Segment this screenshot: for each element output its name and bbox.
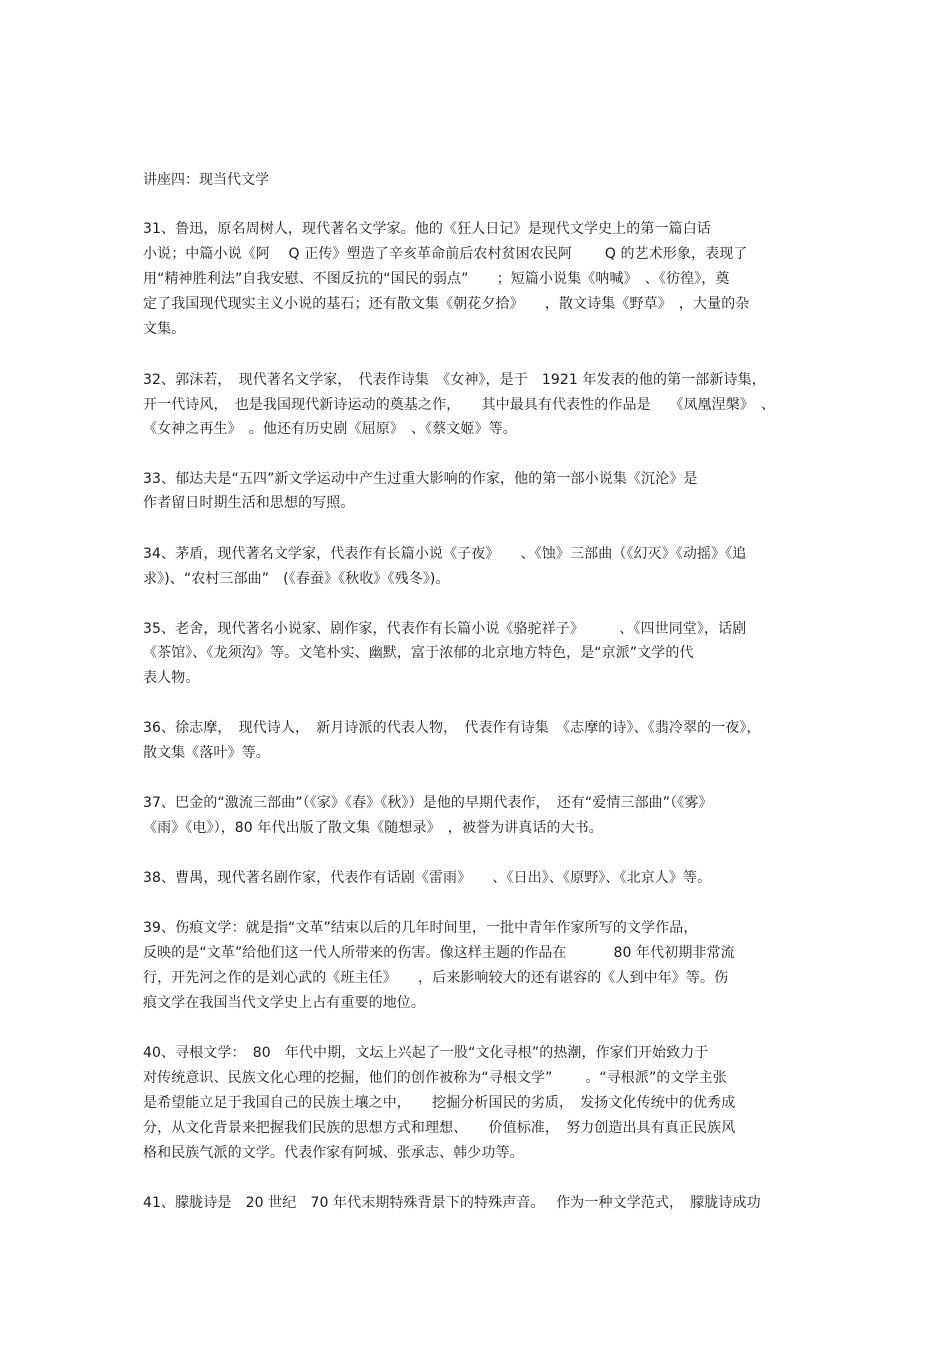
text-line: 32、郭沫若， 现代著名文学家， 代表作诗集 《女神》，是于 1921 年发表的他的第一部新诗集， <box>143 372 766 388</box>
text-line: 痕文学在我国当代文学史上占有重要的地位。 <box>143 995 425 1011</box>
text-line: 《女神之再生》 。他还有历史剧《屈原》 、《蔡文姬》等。 <box>143 421 517 437</box>
text-line: 对传统意识、民族文化心理的挖掘，他们的创作被称为“寻根文学” 。“寻根派”的文学主张 <box>143 1070 727 1086</box>
text-line: 散文集《落叶》等。 <box>143 745 270 761</box>
text-line: 39、伤痕文学：就是指“文革”结束以后的几年时间里，一批中青年作家所写的文学作品， <box>143 920 698 936</box>
text-line: 35、老舍，现代著名小说家、剧作家，代表作有长篇小说《骆驼祥子》 、《四世同堂》，话剧 <box>143 621 747 637</box>
text-line: 31、鲁迅，原名周树人，现代著名文学家。他的《狂人日记》是现代文学史上的第一篇白话 <box>143 221 711 237</box>
text-line: 小说；中篇小说《阿 Q 正传》塑造了辛亥革命前后农村贫困农民阿 Q 的艺术形象，表现了 <box>143 246 748 262</box>
text-line: 用“精神胜利法”自我安慰、不图反抗的“国民的弱点” ；短篇小说集《呐喊》 、《彷徨》，奠 <box>143 271 730 287</box>
text-line: 分，从文化背景来把握我们民族的思想方式和理想、 价值标准， 努力创造出具有真正民族风 <box>143 1120 736 1136</box>
text-line: 反映的是“文革”给他们这一代人所带来的伤害。像这样主题的作品在 80 年代初期非常流 <box>143 945 735 961</box>
text-line: 开一代诗风， 也是我国现代新诗运动的奠基之作， 其中最具有代表性的作品是 《凤凰涅槃》 、 <box>143 397 776 413</box>
text-line: 38、曹禺，现代著名剧作家，代表作有话剧《雷雨》 、《日出》、《原野》、《北京人》等。 <box>143 870 712 886</box>
text-line: 40、寻根文学： 80 年代中期，文坛上兴起了一股“文化寻根”的热潮，作家们开始致力于 <box>143 1045 709 1061</box>
text-line: 《雨》《电》），80 年代出版了散文集《随想录》 ，被誉为讲真话的大书。 <box>143 820 603 836</box>
text-line: 行，开先河之作的是刘心武的《班主任》 ，后来影响较大的还有谌容的《人到中年》等。伤 <box>143 970 729 986</box>
text-line: 格和民族气派的文学。代表作家有阿城、张承志、韩少功等。 <box>143 1145 524 1161</box>
text-line: 作者留日时期生活和思想的写照。 <box>143 495 355 511</box>
page-title: 讲座四：现当代文学 <box>143 172 269 188</box>
text-line: 求》)、“农村三部曲” (《春蚕》《秋收》《残冬》)。 <box>143 571 450 587</box>
text-line: 41、朦胧诗是 20 世纪 70 年代末期特殊背景下的特殊声音。 作为一种文学范式， 朦胧诗成功 <box>143 1195 761 1211</box>
text-line: 33、郁达夫是“五四”新文学运动中产生过重大影响的作家，他的第一部小说集《沉沦》是 <box>143 471 698 487</box>
text-line: 是希望能立足于我国自己的民族土壤之中， 挖掘分析国民的劣质， 发扬文化传统中的优秀成 <box>143 1095 736 1111</box>
text-line: 文集。 <box>143 321 186 337</box>
text-line: 表人物。 <box>143 670 200 686</box>
text-line: 37、巴金的“激流三部曲”（《家》《春》《秋》）是他的早期代表作， 还有“爱情三部曲”（《雾》 <box>143 795 713 811</box>
text-line: 定了我国现代现实主义小说的基石；还有散文集《朝花夕拾》 ，散文诗集《野草》 ，大量的杂 <box>143 296 750 312</box>
text-line: 《茶馆》、《龙须沟》等。文笔朴实、幽默，富于浓郁的北京地方特色，是“京派”文学的代 <box>143 645 694 661</box>
text-line: 36、徐志摩， 现代诗人， 新月诗派的代表人物， 代表作有诗集 《志摩的诗》、《翡冷翠的一夜》， <box>143 720 761 736</box>
text-line: 34、茅盾，现代著名文学家，代表作有长篇小说《子夜》 、《蚀》三部曲（《幻灭》《动摇》《追 <box>143 546 747 562</box>
